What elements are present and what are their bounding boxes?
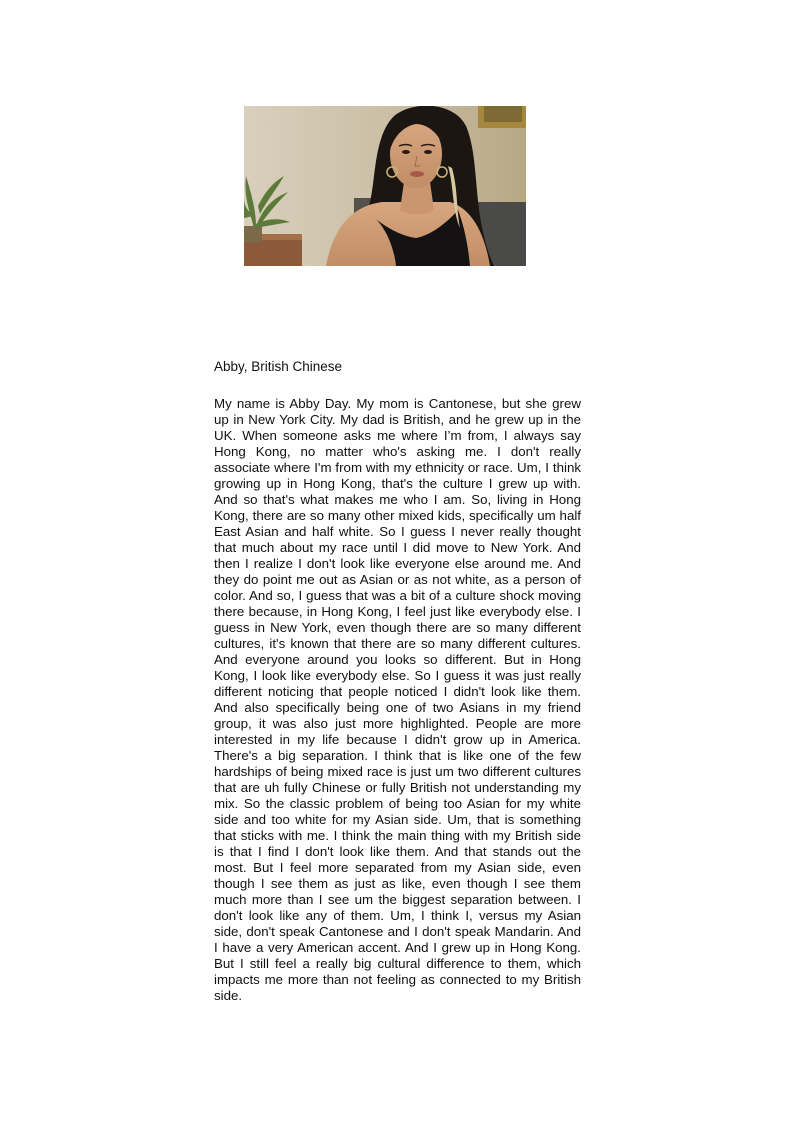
interview-transcript: My name is Abby Day. My mom is Cantonese, but she grew up in New York City. My dad is British, and he grew up in the UK. When someone asks me where I’m from, I always say Hong Kong, no matter who's asking me. I don't really associate where I'm from with my ethnicity or race. Um, I think growing up in Hong Kong, that's the culture I grew up with. And so that's what makes me who I am. So, living in Hong Kong, there are so many other mixed kids, specifically um half East Asian and half white. So I guess I never really thought that much about my race until I did move to New York. And then I realize I don't look like everyone else around me. And they do point me out as Asian or as not white, as a person of color. And so, I guess that was a bit of a culture shock moving there because, in Hong Kong, I feel just like everybody else. I guess in New York, even though there are so many different cultures, it's known that there are so many different cultures. And everyone around you looks so different. But in Hong Kong, I look like everybody else. So I guess it was just really different noticing that people noticed I didn't look like them. And also specifically being one of two Asians in my friend group, it was also just more highlighted. People are more interested in my life because I didn't grow up in America. There's a big separation. I think that is like one of the few hardships of being mixed race is just um two different cultures that are uh fully Chinese or fully British not understanding my mix. So the classic problem of being too Asian for my white side and too white for my Asian side. Um, that is something that sticks with me. I think the main thing with my British side is that I find I don't look like them. And that stands out the most. But I feel more separated from my Asian side, even though I see them as just as like, even though I see them much more than I see um the biggest separation between. I don't look like any of them. Um, I think I, versus my Asian side, don't speak Cantonese and I don't speak Mandarin. And I have a very American accent. And I grew up in Hong Kong. But I still feel a really big cultural difference to them, which impacts me more than not feeling as connected to my British side. — [214, 396, 581, 1003]
portrait-photo — [244, 106, 526, 266]
speaker-caption: Abby, British Chinese — [214, 359, 343, 374]
